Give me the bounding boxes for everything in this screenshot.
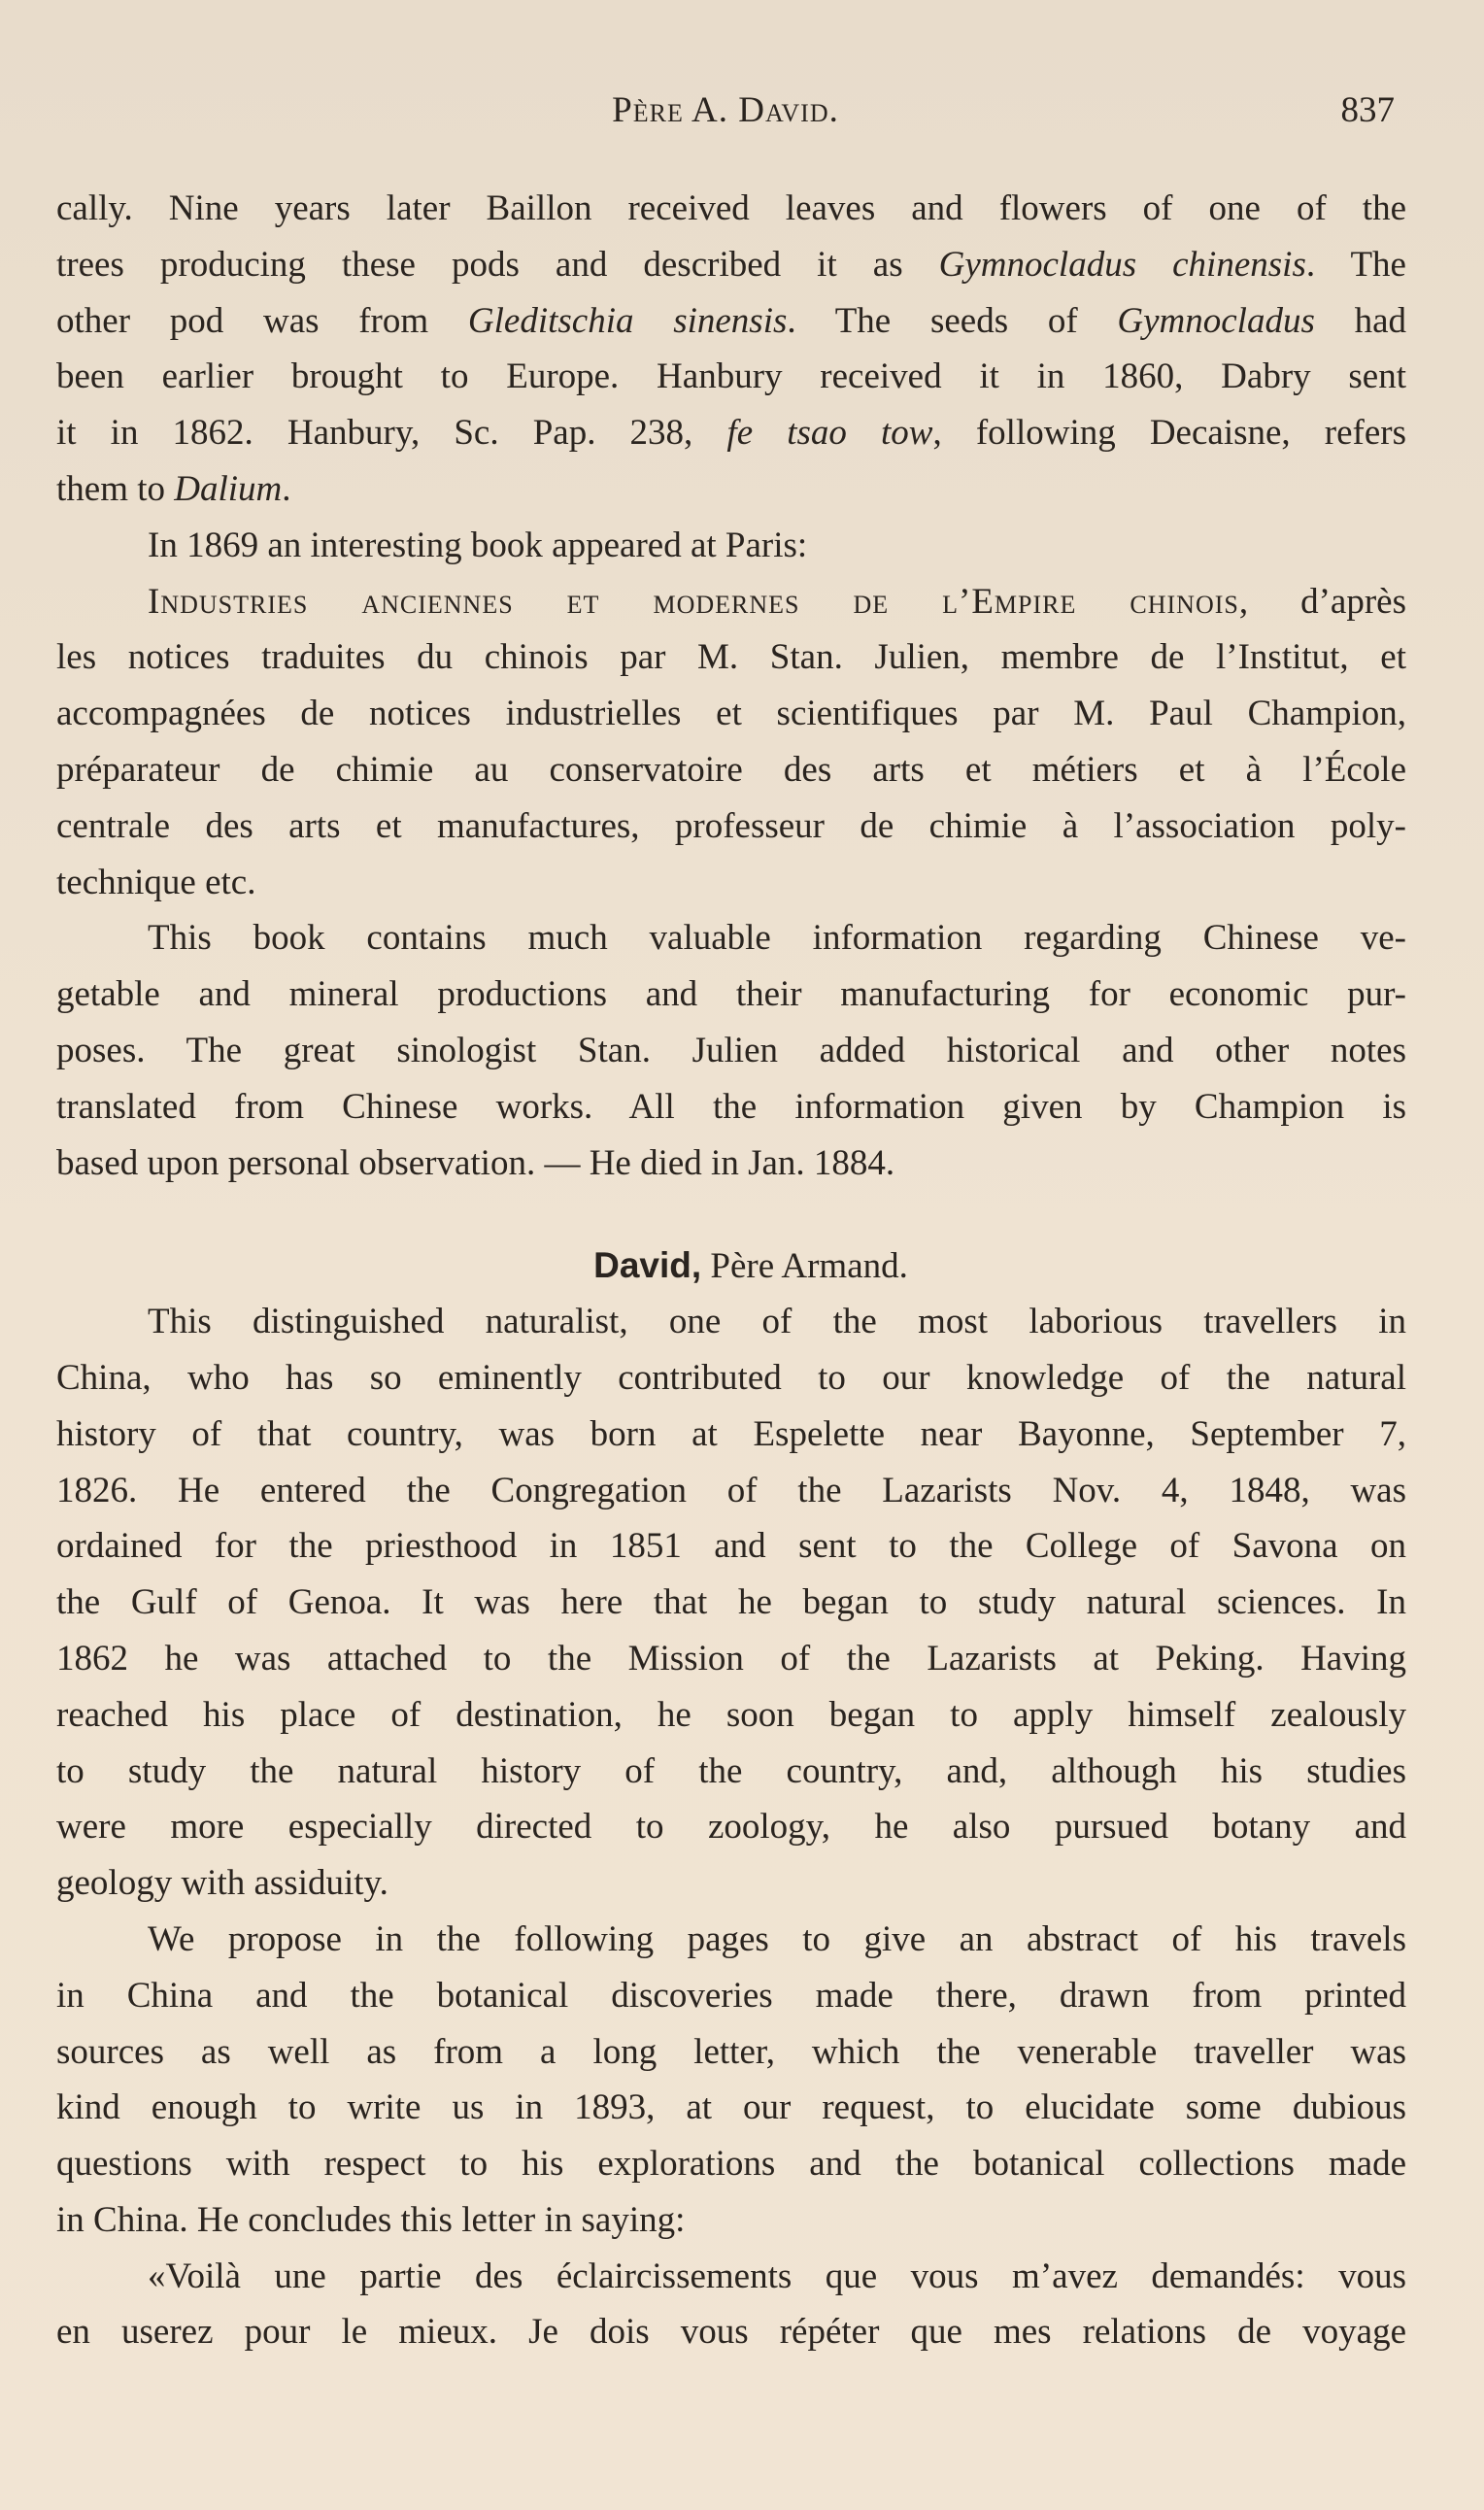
text-line: In 1869 an interesting book appeared at Paris: [148,525,808,565]
page-number: 837 [1340,90,1395,130]
text-line: 1826. He entered the Congregation of the Lazarists Nov. 4, 1848, was [56,1470,1406,1510]
text-line: accompagnées de notices industrielles et scientifiques par M. Paul Champion, [56,694,1406,734]
text-line: in China. He concludes this letter in saying: [56,2199,686,2240]
text-line: trees producing these pods and described it as Gymnocladus chinensis. The [56,244,1406,285]
text-line: reached his place of destination, he soon began to apply himself zealously [56,1694,1406,1735]
text-line: translated from Chinese works. All the information given by Champion is [56,1086,1406,1127]
text-line: history of that country, was born at Espelette near Bayonne, September 7, [56,1413,1406,1454]
text-line: We propose in the following pages to give an abstract of his travels [148,1918,1406,1959]
text-line: cally. Nine years later Baillon received leaves and flowers of one of the [56,188,1406,228]
running-head: Père A. David. [612,90,839,130]
section-heading: David, Père Armand. [593,1245,908,1287]
text-line: This book contains much valuable information regarding Chinese ve- [148,918,1406,959]
text-line: getable and mineral productions and their manufacturing for economic pur- [56,974,1406,1015]
text-line: 1862 he was attached to the Mission of the Lazarists at Peking. Having [56,1638,1406,1679]
text-line: were more especially directed to zoology, he also pursued botany and [56,1807,1406,1848]
body-text [56,181,1406,2360]
text-line: questions with respect to his explorations and the botanical collections made [56,2144,1406,2185]
text-line: China, who has so eminently contributed to our knowledge of the natural [56,1357,1406,1398]
text-line: in China and the botanical discoveries made there, drawn from printed [56,1975,1406,2016]
text-line: ordained for the priesthood in 1851 and sent to the College of Savona on [56,1526,1406,1567]
text-line: been earlier brought to Europe. Hanbury received it in 1860, Dabry sent [56,356,1406,397]
page-header [56,89,1395,148]
text-line: This distinguished naturalist, one of the most laborious travellers in [148,1302,1406,1342]
text-line: sources as well as from a long letter, which the venerable traveller was [56,2031,1406,2072]
text-line: it in 1862. Hanbury, Sc. Pap. 238, fe tsao tow, following Decaisne, refers [56,413,1406,454]
text-line: les notices traduites du chinois par M. Stan. Julien, membre de l’Institut, et [56,637,1406,678]
text-line: the Gulf of Genoa. It was here that he began to study natural sciences. In [56,1582,1406,1623]
text-line: technique etc. [56,862,256,902]
text-line: poses. The great sinologist Stan. Julien added historical and other notes [56,1030,1406,1070]
text-line: kind enough to write us in 1893, at our request, to elucidate some dubious [56,2087,1406,2128]
text-line: other pod was from Gleditschia sinensis. The seeds of Gymnocladus had [56,300,1406,341]
text-line: to study the natural history of the country, and, although his studies [56,1750,1406,1791]
text-line: centrale des arts et manufactures, professeur de chimie à l’association poly- [56,805,1406,846]
section-gap [56,1191,1406,1238]
text-line: en userez pour le mieux. Je dois vous répéter que mes relations de voyage [56,2312,1406,2353]
text-line: «Voilà une partie des éclaircissements que vous m’avez demandés: vous [148,2256,1406,2296]
text-line: them to Dalium. [56,468,291,509]
text-line: préparateur de chimie au conservatoire des arts et métiers et à l’École [56,749,1406,790]
text-line: based upon personal observation. — He died in Jan. 1884. [56,1142,895,1183]
book-title-line: Industries anciennes et modernes de l’Empire chinois, d’après [148,581,1407,622]
text-line: geology with assiduity. [56,1863,388,1904]
